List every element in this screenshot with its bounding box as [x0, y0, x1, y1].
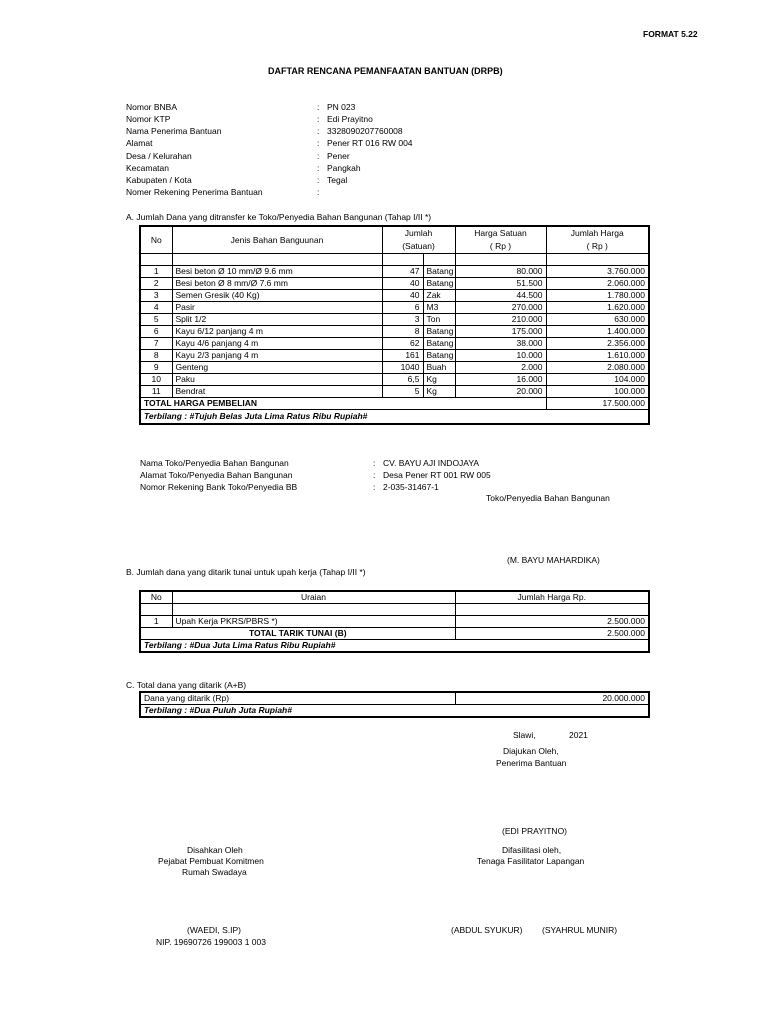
table-row — [140, 362, 649, 374]
sign-place: Slawi, — [513, 730, 536, 740]
cell-total: 1.620.000 — [546, 302, 649, 314]
terbilang-row — [140, 410, 649, 425]
supplier-value: CV. BAYU AJI INDOJAYA — [383, 458, 480, 468]
header-no: No — [140, 226, 172, 254]
supplier-sign-role: Toko/Penyedia Bahan Bangunan — [486, 493, 610, 503]
table-header-row — [140, 591, 649, 604]
cell-price: 80.000 — [455, 266, 546, 278]
terbilang-c: Terbilang : #Dua Puluh Juta Rupiah# — [144, 705, 292, 715]
header-total: Jumlah Harga — [570, 228, 624, 238]
cell-price: 38.000 — [455, 338, 546, 350]
cell-name: Besi beton Ø 10 mm/Ø 9.6 mm — [172, 266, 382, 278]
cell-no: 1 — [140, 266, 172, 278]
materials-table — [139, 225, 650, 425]
cell-no: 1 — [140, 616, 172, 628]
terbilang-a: Terbilang : #Tujuh Belas Juta Lima Ratus Ribu Rupiah# — [144, 411, 368, 421]
spacer-row — [140, 604, 649, 616]
cell-price: 10.000 — [455, 350, 546, 362]
identity-value: Edi Prayitno — [327, 114, 373, 124]
cell-unit: M3 — [423, 302, 455, 314]
header-jumlah: Jumlah — [382, 226, 455, 240]
table-header-row — [140, 226, 649, 240]
table-row — [140, 278, 649, 290]
cell-no: 11 — [140, 386, 172, 398]
table-row — [140, 374, 649, 386]
identity-value: PN 023 — [327, 102, 356, 112]
identity-label: Nama Penerima Bantuan — [126, 126, 222, 136]
identity-colon: : — [317, 114, 320, 124]
cell-name: Paku — [172, 374, 382, 386]
supplier-label: Nama Toko/Penyedia Bahan Bangunan — [140, 458, 289, 468]
terbilang-row — [140, 640, 649, 653]
cell-value: 20.000.000 — [455, 692, 649, 705]
cell-unit: Batang — [423, 326, 455, 338]
identity-colon: : — [317, 102, 320, 112]
spacer-row — [140, 254, 649, 266]
section-c-heading: C. Total dana yang ditarik (A+B) — [126, 680, 247, 690]
cell-qty: 62 — [382, 338, 423, 350]
cell-price: 175.000 — [455, 326, 546, 338]
identity-label: Desa / Kelurahan — [126, 151, 192, 161]
supplier-value: 2-035-31467-1 — [383, 482, 439, 492]
identity-label: Alamat — [126, 138, 153, 148]
total-value: 17.500.000 — [546, 398, 649, 410]
cell-total: 104.000 — [546, 374, 649, 386]
tfl-name-2: (SYAHRUL MUNIR) — [542, 925, 618, 935]
cell-qty: 1040 — [382, 362, 423, 374]
cell-name: Besi beton Ø 8 mm/Ø 7.6 mm — [172, 278, 382, 290]
header-total-unit: ( Rp ) — [546, 240, 649, 253]
table-row — [140, 692, 649, 705]
identity-label: Kabupaten / Kota — [126, 175, 192, 185]
supplier-colon: : — [373, 470, 376, 480]
supplier-label: Alamat Toko/Penyedia Bahan Bangunan — [140, 470, 293, 480]
table-row — [140, 290, 649, 302]
cell-name: Kayu 6/12 panjang 4 m — [172, 326, 382, 338]
total-label: TOTAL TARIK TUNAI (B) — [140, 628, 455, 640]
identity-value: Tegal — [327, 175, 348, 185]
page-title: DAFTAR RENCANA PEMANFAATAN BANTUAN (DRPB) — [268, 66, 503, 76]
cell-qty: 8 — [382, 326, 423, 338]
cell-no: 2 — [140, 278, 172, 290]
cell-qty: 3 — [382, 314, 423, 326]
identity-colon: : — [317, 151, 320, 161]
identity-value: Pener RT 016 RW 004 — [327, 138, 413, 148]
cell-price: 51.500 — [455, 278, 546, 290]
identity-label: Nomor BNBA — [126, 102, 178, 112]
ppk-name: (WAEDI, S.IP) — [187, 925, 241, 935]
cell-no: 7 — [140, 338, 172, 350]
cell-qty: 47 — [382, 266, 423, 278]
cell-price: 44.500 — [455, 290, 546, 302]
identity-colon: : — [317, 175, 320, 185]
cell-no: 9 — [140, 362, 172, 374]
cell-total: 2.356.000 — [546, 338, 649, 350]
submitted-by: Diajukan Oleh, — [503, 746, 559, 756]
cell-total: 1.610.000 — [546, 350, 649, 362]
total-label: TOTAL HARGA PEMBELIAN — [140, 398, 546, 410]
cell-total: 1.400.000 — [546, 326, 649, 338]
cell-unit: Batang — [423, 350, 455, 362]
table-row — [140, 338, 649, 350]
identity-colon: : — [317, 138, 320, 148]
cell-name: Kayu 2/3 panjang 4 m — [172, 350, 382, 362]
total-row — [140, 398, 649, 410]
facilitated-role: Tenaga Fasilitator Lapangan — [477, 856, 585, 866]
header-harga-unit: ( Rp ) — [455, 240, 546, 253]
identity-colon: : — [317, 187, 320, 197]
table-row — [140, 266, 649, 278]
identity-label: Kecamatan — [126, 163, 169, 173]
cell-price: 16.000 — [455, 374, 546, 386]
header-jenis: Jenis Bahan Banguunan — [172, 226, 382, 254]
cell-unit: Ton — [423, 314, 455, 326]
cell-total: 630.000 — [546, 314, 649, 326]
cell-unit: Kg — [423, 386, 455, 398]
terbilang-b: Terbilang : #Dua Juta Lima Ratus Ribu Rupiah# — [144, 640, 336, 650]
cell-name: Split 1/2 — [172, 314, 382, 326]
cell-name: Bendrat — [172, 386, 382, 398]
section-b-heading: B. Jumlah dana yang ditarik tunai untuk upah kerja (Tahap I/II *) — [126, 567, 366, 577]
table-row — [140, 386, 649, 398]
identity-value: 3328090207760008 — [327, 126, 403, 136]
cell-price: 20.000 — [455, 386, 546, 398]
submitted-role: Penerima Bantuan — [496, 758, 567, 768]
header-uraian: Uraian — [172, 591, 455, 604]
supplier-colon: : — [373, 482, 376, 492]
header-jumlah-unit: (Satuan) — [382, 240, 455, 253]
ppk-nip: NIP. 19690726 199003 1 003 — [156, 937, 266, 947]
approved-role: Pejabat Pembuat Komitmen — [158, 856, 264, 866]
approved-org: Rumah Swadaya — [182, 867, 247, 877]
cell-unit: Zak — [423, 290, 455, 302]
cell-total: 2.080.000 — [546, 362, 649, 374]
sign-year: 2021 — [569, 730, 588, 740]
terbilang-row — [140, 705, 649, 718]
cell-no: 8 — [140, 350, 172, 362]
table-row — [140, 326, 649, 338]
table-row — [140, 350, 649, 362]
cell-qty: 6 — [382, 302, 423, 314]
cell-name: Semen Gresik (40 Kg) — [172, 290, 382, 302]
approved-by: Disahkan Oleh — [187, 845, 243, 855]
header-no: No — [140, 591, 172, 604]
cell-unit: Kg — [423, 374, 455, 386]
cell-label: Dana yang ditarik (Rp) — [140, 692, 455, 705]
cell-value: 2.500.000 — [455, 616, 649, 628]
cell-qty: 161 — [382, 350, 423, 362]
cell-no: 6 — [140, 326, 172, 338]
identity-value: Pangkah — [327, 163, 361, 173]
cell-unit: Buah — [423, 362, 455, 374]
cell-name: Genteng — [172, 362, 382, 374]
supplier-value: Desa Pener RT 001 RW 005 — [383, 470, 491, 480]
cell-no: 10 — [140, 374, 172, 386]
format-code: FORMAT 5.22 — [643, 29, 698, 39]
cell-qty: 40 — [382, 290, 423, 302]
facilitated-by: Difasilitasi oleh, — [502, 845, 562, 855]
identity-colon: : — [317, 126, 320, 136]
cell-unit: Batang — [423, 278, 455, 290]
total-table — [139, 691, 650, 718]
cell-qty: 5 — [382, 386, 423, 398]
identity-colon: : — [317, 163, 320, 173]
table-row — [140, 314, 649, 326]
identity-label: Nomer Rekening Penerima Bantuan — [126, 187, 263, 197]
cell-total: 3.760.000 — [546, 266, 649, 278]
cell-no: 5 — [140, 314, 172, 326]
cell-total: 1.780.000 — [546, 290, 649, 302]
supplier-label: Nomor Rekening Bank Toko/Penyedia BB — [140, 482, 298, 492]
cell-qty: 40 — [382, 278, 423, 290]
cell-unit: Batang — [423, 338, 455, 350]
cell-qty: 6,5 — [382, 374, 423, 386]
table-row — [140, 302, 649, 314]
total-value: 2.500.000 — [455, 628, 649, 640]
cell-no: 3 — [140, 290, 172, 302]
identity-label: Nomor KTP — [126, 114, 171, 124]
cell-no: 4 — [140, 302, 172, 314]
recipient-name: (EDI PRAYITNO) — [502, 826, 568, 836]
supplier-colon: : — [373, 458, 376, 468]
cell-total: 2.060.000 — [546, 278, 649, 290]
cell-name: Pasir — [172, 302, 382, 314]
wage-table — [139, 590, 650, 653]
cell-desc: Upah Kerja PKRS/PBRS *) — [172, 616, 455, 628]
cell-name: Kayu 4/6 panjang 4 m — [172, 338, 382, 350]
cell-total: 100.000 — [546, 386, 649, 398]
identity-value: Pener — [327, 151, 350, 161]
header-harga: Jumlah Harga Rp. — [455, 591, 649, 604]
cell-price: 270.000 — [455, 302, 546, 314]
section-a-heading: A. Jumlah Dana yang ditransfer ke Toko/Penyedia Bahan Bangunan (Tahap I/II *) — [126, 212, 432, 222]
cell-price: 2.000 — [455, 362, 546, 374]
total-row — [140, 628, 649, 640]
table-row — [140, 616, 649, 628]
header-harga: Harga Satuan — [455, 226, 546, 240]
supplier-sign-name: (M. BAYU MAHARDIKA) — [507, 555, 600, 565]
cell-unit: Batang — [423, 266, 455, 278]
tfl-name-1: (ABDUL SYUKUR) — [451, 925, 523, 935]
cell-price: 210.000 — [455, 314, 546, 326]
